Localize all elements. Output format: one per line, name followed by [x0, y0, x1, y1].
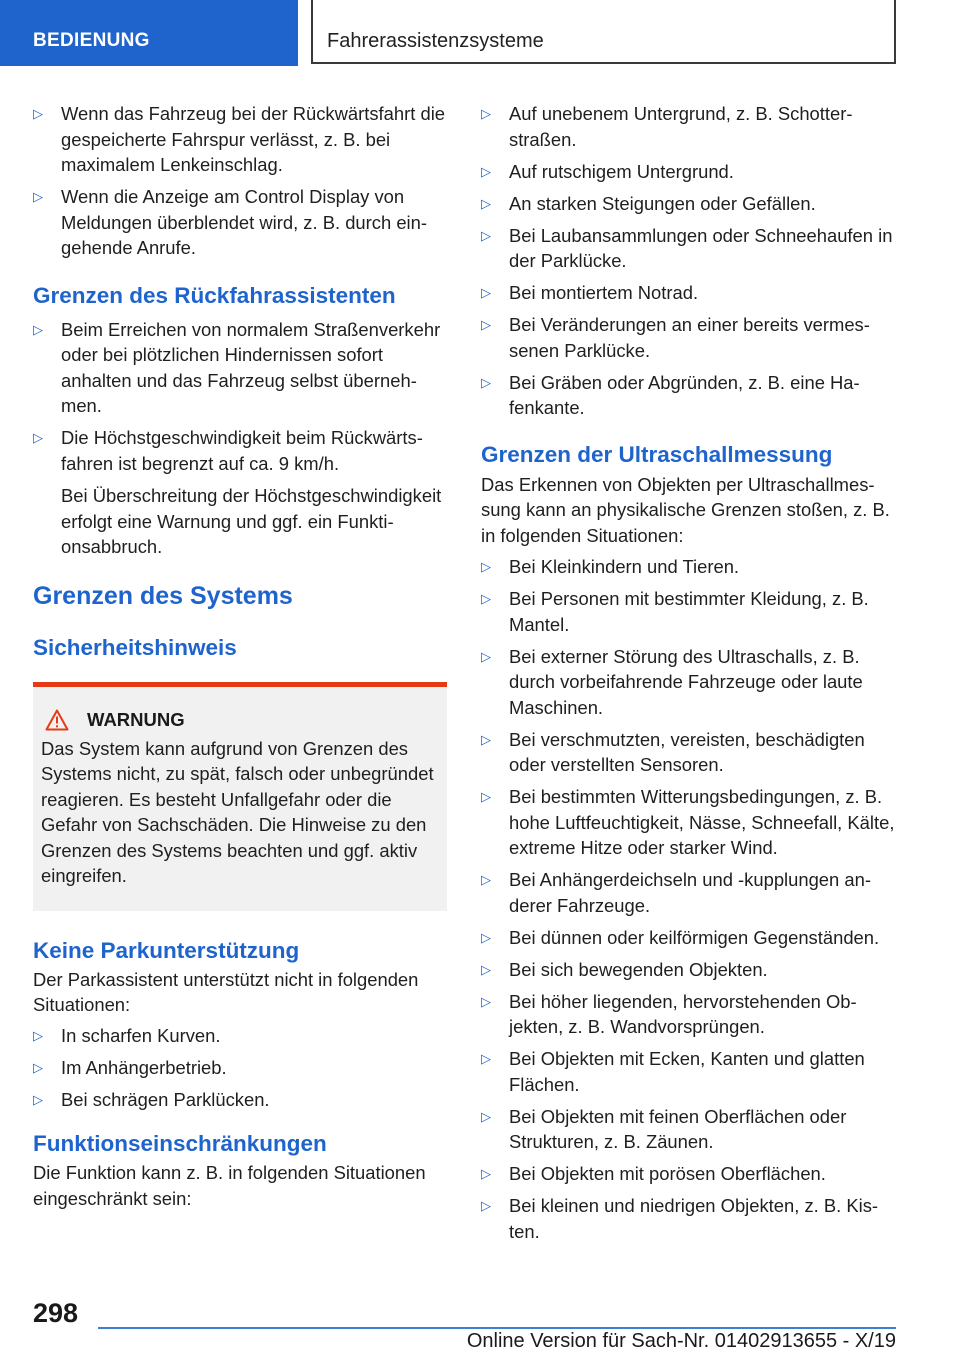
page-header — [0, 0, 960, 66]
rueckfahr-list — [33, 317, 447, 560]
bullet-triangle-icon: ▷ — [481, 1051, 491, 1066]
list-item: ▷ Wenn die Anzeige am Control Display von Meldungen überblendet wird, z. B. durch eingehende Anrufe. — [33, 186, 427, 258]
footer-divider — [98, 1327, 896, 1329]
bullet-triangle-icon: ▷ — [481, 195, 491, 211]
list-item: ▷ Wenn das Fahrzeug bei der Rückwärtsfahrt die gespeicherte Fahrspur verlässt, z. B. bei maximalem Lenkeinschlag. — [33, 103, 446, 175]
bullet-triangle-icon: ▷ — [33, 189, 43, 204]
list-item: ▷ Bei verschmutzten, vereisten, beschädigten oder verstellten Sensoren. — [481, 728, 865, 775]
list-item: ▷ Bei Kleinkindern und Tieren. — [481, 554, 897, 580]
bullet-triangle-icon: ▷ — [481, 1198, 491, 1213]
list-item: ▷ Auf unebenem Untergrund, z. B. Schotterstraßen. — [481, 103, 853, 150]
heading-keine-parkunterstuetzung: Keine Parkunterstützung — [33, 937, 300, 963]
list-item: ▷ Beim Erreichen von normalem Straßenverkehr oder bei plötzlichen Hindernissen sofort anhalten und das Fahrzeug selbst übernehmen. — [33, 318, 441, 416]
bullet-triangle-icon: ▷ — [481, 227, 491, 243]
heading-ultraschallmessung: Grenzen der Ultraschallmessung — [481, 441, 833, 467]
bullet-triangle-icon: ▷ — [481, 374, 491, 390]
bullet-triangle-icon: ▷ — [481, 731, 491, 747]
left-column — [33, 101, 447, 1211]
bullet-triangle-icon: ▷ — [481, 317, 491, 332]
list-item: ▷ Bei bestimmten Witterungsbedingungen, z. B. hohe Luftfeuchtigkeit, Nässe, Schneefall, Kälte, extreme Hitze oder starker Wind. — [481, 786, 895, 858]
bullet-triangle-icon: ▷ — [481, 106, 491, 121]
bullet-triangle-icon: ▷ — [33, 1027, 43, 1043]
list-item-note: Bei Überschreitung der Höchstgeschwindigkeit erfolgt eine Warnung und ggf. ein Funktionsabbruch. — [61, 485, 442, 557]
warning-text: Das System kann aufgrund von Grenzen des Systems nicht, zu spät, falsch oder unbegründet reagieren. Es besteht Unfallgefahr oder die Gefahr von Sachschäden. Die Hinweise zu den Grenzen des Systems beachten und ggf. aktiv eingreifen. — [41, 737, 434, 886]
bullet-triangle-icon: ▷ — [481, 648, 491, 664]
footer-version-text: Online Version für Sach-Nr. 01402913655 - X/19 — [466, 1330, 896, 1352]
list-item: ▷ Bei externer Störung des Ultraschalls, z. B. durch vorbeifahrende Fahrzeuge oder laute Maschinen. — [481, 645, 863, 718]
section-tab: BEDIENUNG — [0, 0, 298, 66]
bullet-triangle-icon: ▷ — [481, 285, 491, 300]
list-item: ▷ Bei Objekten mit feinen Oberflächen oder Strukturen, z. B. Zäunen. — [481, 1105, 847, 1152]
park-list — [33, 1023, 447, 1113]
list-item: ▷ Im Anhängerbetrieb. — [33, 1055, 447, 1081]
warning-box — [33, 682, 447, 911]
bullet-triangle-icon: ▷ — [481, 929, 491, 945]
bullet-triangle-icon: ▷ — [481, 591, 491, 606]
chapter-title: Fahrerassistenzsysteme — [311, 0, 896, 64]
list-item: ▷ Die Höchstgeschwindigkeit beim Rückwärtsfahren ist begrenzt auf ca. 9 km/h. Bei Überschreitung der Höchstgeschwindigkeit erfolgt eine Warnung und ggf. ein Funktionsabbruch. — [33, 425, 447, 560]
list-item: ▷ Bei Anhängerdeichseln und -kupplungen anderer Fahrzeuge. — [481, 869, 871, 916]
list-item: ▷ Bei dünnen oder keilförmigen Gegenständen. — [481, 925, 897, 951]
bullet-triangle-icon: ▷ — [33, 1091, 43, 1107]
list-item: ▷ Bei Laubansammlungen oder Schneehaufen in der Parklücke. — [481, 224, 893, 271]
heading-sicherheitshinweis: Sicherheitshinweis — [33, 634, 237, 660]
warning-label: WARNUNG — [87, 708, 185, 730]
list-item: ▷ Bei sich bewegenden Objekten. — [481, 957, 897, 983]
warning-triangle-icon — [45, 709, 69, 731]
page-number: 298 — [33, 1298, 79, 1328]
paragraph-park: Der Parkassistent unterstützt nicht in folgenden Situationen: — [33, 968, 419, 1015]
list-item: ▷ Bei kleinen und niedrigen Objekten, z. B. Kisten. — [481, 1195, 879, 1242]
warning-header — [45, 709, 439, 731]
list-item: ▷ An starken Steigungen oder Gefällen. — [481, 191, 897, 217]
paragraph-ultra: Das Erkennen von Objekten per Ultraschallmessung kann an physikalische Grenzen stoßen, z. B. in folgenden Situationen: — [481, 473, 890, 546]
bullet-triangle-icon: ▷ — [481, 163, 491, 179]
heading-rueckfahrassistent: Grenzen des Rückfahrassistenten — [33, 282, 396, 308]
bullet-triangle-icon: ▷ — [33, 106, 43, 121]
list-item: ▷ Auf rutschigem Untergrund. — [481, 159, 897, 185]
list-item: ▷ Bei Gräben oder Abgründen, z. B. eine Hafenkante. — [481, 371, 860, 418]
ultra-list — [481, 554, 897, 1244]
list-item: ▷ Bei höher liegenden, hervorstehenden Objekten, z. B. Wandvorsprüngen. — [481, 990, 857, 1037]
bullet-triangle-icon: ▷ — [481, 789, 491, 804]
bullet-triangle-icon: ▷ — [481, 1166, 491, 1181]
list-item: ▷ Bei Objekten mit porösen Oberflächen. — [481, 1161, 897, 1187]
bullet-triangle-icon: ▷ — [481, 559, 491, 574]
heading-grenzen-systems: Grenzen des Systems — [33, 581, 293, 610]
bullet-triangle-icon: ▷ — [33, 321, 43, 337]
func-list — [481, 101, 897, 421]
list-item: ▷ Bei Personen mit bestimmter Kleidung, z. B. Mantel. — [481, 588, 869, 635]
list-item: ▷ Bei schrägen Parklücken. — [33, 1087, 447, 1113]
bullet-triangle-icon: ▷ — [481, 993, 491, 1009]
bullet-triangle-icon: ▷ — [481, 1108, 491, 1124]
paragraph-func: Die Funktion kann z. B. in folgenden Situationen eingeschränkt sein: — [33, 1162, 426, 1209]
bullet-triangle-icon: ▷ — [33, 430, 43, 445]
heading-funktionseinschraenkungen: Funktionseinschränkungen — [33, 1131, 327, 1156]
intro-list — [33, 101, 447, 261]
right-column — [481, 101, 897, 1251]
list-item: ▷ Bei Veränderungen an einer bereits vermessenen Parklücke. — [481, 314, 870, 361]
list-item: ▷ In scharfen Kurven. — [33, 1023, 447, 1049]
bullet-triangle-icon: ▷ — [481, 961, 491, 977]
bullet-triangle-icon: ▷ — [33, 1059, 43, 1075]
list-item: ▷ Bei Objekten mit Ecken, Kanten und glatten Flächen. — [481, 1048, 865, 1095]
bullet-triangle-icon: ▷ — [481, 872, 491, 887]
list-item: ▷ Bei montiertem Notrad. — [481, 280, 897, 306]
